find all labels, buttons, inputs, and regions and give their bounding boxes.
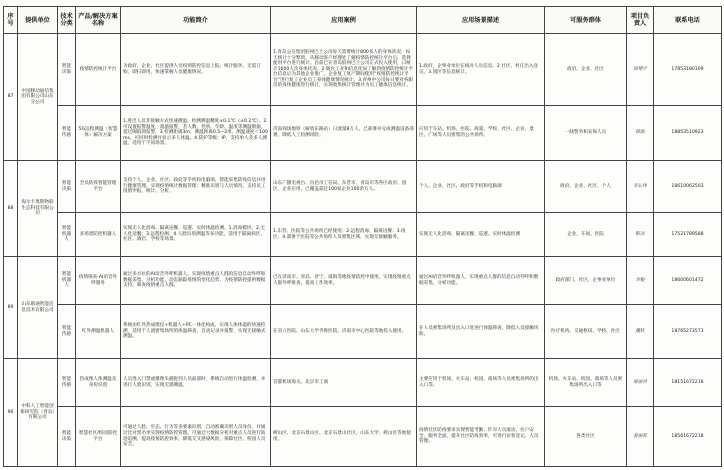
case-cell: 在省立医院、山东大学齐鲁医院、济南市中心医院等地投入使用。 — [271, 305, 417, 359]
group-cell: 各类社区 — [545, 407, 627, 467]
group-cell: 一线警务和安保人员 — [545, 106, 627, 161]
table-row — [4, 359, 722, 407]
table-row — [4, 407, 722, 467]
org-cell: 海尔卡奥斯物联生态科技有限公司 — [18, 161, 58, 257]
header-case: 应用案例 — [271, 7, 417, 34]
header-owner: 项目负责人 — [627, 7, 654, 34]
case-cell: 济南商场地铁（解放东路站）日流量8万人，已部署并完成测温设备部署，降低人工检测风险。 — [271, 106, 417, 161]
scene-cell: 通过AI语音外呼机器人，实现重点人群的信息自动外呼和数据采集，分析功能。 — [417, 257, 545, 305]
scene-cell: 疫情社区防疫要求实现智能考勤、针对人员流动、住户安全、服务全面，提升社区防疫效率，可进行访客登记、人员管理。 — [417, 407, 545, 467]
function-cell: 支持个人、企业、社区、政府等手机和电脑端，智能采集防疫信息并进行健康管理，实现疫情统计数据管理；精准识别与人员情况，支持员工疫情申报、统计、分析。 — [121, 161, 271, 213]
group-cell: 企业、车间、医院 — [545, 213, 627, 257]
category-cell: 智能机器人 — [58, 213, 76, 257]
product-cell: 全员防疫智能管理平台 — [76, 161, 121, 213]
function-cell: 人员进入门禁或摄像头捕捉到人员面部时，系统自动进行体温检测，并进行人脸识别，实现无感测温。 — [121, 359, 271, 407]
group-cell: 政府部门、社区、企事业单位 — [545, 257, 627, 305]
product-cell: 红外测温机器人 — [76, 305, 121, 359]
product-cell: 5G远程测温（智慧体）解决方案 — [76, 106, 121, 161]
owner-cell: 梁丽君 — [627, 359, 654, 407]
group-cell: 政府、企业、社区、个人 — [545, 161, 627, 213]
case-cell: 1.青岛公交集团胶州巴士公司每天需要统计800多人的身体状况，每天统计十分繁琐，从移动客户经理处了解疫情防控统计平台后，选择使用平台进行统计。目前已在青岛胶州巴士公司正式投入使用，日统计1600人次身体状况。2.烟台工业和信息化局了解到疫情防控统计平台信息后为其他企业推广，企业复工复产期间使用“疫情防控统计平台”进行复工企业员工身体健康情况统计。3.青州中公司每日要对各职员的身体健康进行统计，实现收集统计管理并为员工健康信息统计。 — [271, 34, 417, 106]
owner-cell: 韩凯 — [627, 106, 654, 161]
category-cell: 智能决策 — [58, 407, 76, 467]
case-cell: 山东广播电视台、昌邑市工信局、东营市、青岛市等各区政府、园区，企业应用，已覆盖超过100家企业100余万人。 — [271, 161, 417, 213]
header-function: 功能简介 — [121, 7, 271, 34]
owner-cell: 李魁 — [627, 257, 654, 305]
owner-cell: 周翔宇 — [627, 34, 654, 106]
table-row — [4, 106, 722, 161]
category-cell: 智能传感 — [58, 106, 76, 161]
function-cell: 可通过人脸、步态、行为等多要素识别，自动准确识别人员身份，并通过比对黑名单实现疫情防控管理。可通过大数据分析对重点人员进行轨迹追溯，提高疫情防控效率，降低交叉感染风险，保障社区、校园人员安全。 — [121, 407, 271, 467]
function-cell: 实现无人化消毒、隔离送餐、巡逻、实时体温检测，1.消毒模块；2.无人化送餐；3.远程检测；4.人脸识别测温等多功能，适用于隔离病区、社区、酒店、学校等场景。 — [121, 213, 271, 257]
scene-cell: 实现无人化消毒、隔离送餐、巡逻、实时体温检测 — [417, 213, 545, 257]
org-cell: 山东联通智能信息技术有限公司 — [18, 257, 58, 359]
header-phone: 联系电话 — [654, 7, 722, 34]
phone-cell: 17853180109 — [654, 34, 722, 106]
phone-cell: 18600601472 — [654, 257, 722, 305]
phone-cell: 18765273573 — [654, 305, 722, 359]
group-cell: 医疗机构、交通枢纽、学校、社区 — [545, 305, 627, 359]
seq-cell: 90 — [4, 359, 18, 467]
owner-cell: 姜丽莉 — [627, 407, 654, 467]
case-cell: 首都机场海关、北京市工商 — [271, 359, 417, 407]
category-cell: 智能传感 — [58, 305, 76, 359]
table-row — [4, 257, 722, 305]
header-group: 可服务群体 — [545, 7, 627, 34]
scene-cell: 主要应用于机场、火车站、校园、商场等人员密集场所的出入口等。 — [417, 359, 545, 407]
phone-cell: 18561672218 — [654, 407, 722, 467]
header-seq: 序号 — [4, 7, 18, 34]
owner-cell: 李长伟 — [627, 161, 654, 213]
group-cell: 机场、火车站、校园、商场等人员密集场所出入口等 — [545, 359, 627, 407]
product-cell: 热成像人体测温及身份识别 — [76, 359, 121, 407]
org-cell: 中科人工智能创新研究院（青岛）有限公司 — [18, 359, 58, 467]
header-product: 产品/解决方案名称 — [76, 7, 121, 34]
phone-cell: 18151672218 — [654, 359, 722, 407]
case-cell: 1.东营、医院等公共场所已经使用；2.远程消毒、隔离送餐；3.疫区；4.部署于医院等公共场所人员密集区域，实现无接触服务。 — [271, 213, 417, 257]
seq-cell: 89 — [4, 257, 18, 359]
case-cell: 崂山区、北京石景山区、北京石景山社区、山东大学、崂山区等地使用。 — [271, 407, 417, 467]
table-row — [4, 213, 722, 257]
function-cell: 1.进出人员非接触方式快速测温，检测测温精度±0.1℃（±0.2℃）。2.可设置报警温度，超温报警，若人数、性别、年龄、温度等测温数据，超过阈值即报警，3.检测距离3m，测温距离0.5~3米，测温速度＜100ms，可同时检测并显示多人体温。4.防护等级：IP，支持单人及多人测温，适用于不同场景。 — [121, 106, 271, 161]
category-cell: 智能机器人 — [58, 257, 76, 305]
table-row — [4, 305, 722, 359]
table-header-row — [4, 7, 722, 34]
table-row — [4, 34, 722, 106]
scene-cell: 在人员密集场所及出入口处进行体温筛查，降低人员接触风险。 — [417, 305, 545, 359]
product-cell: 疫情防控统计平台 — [76, 34, 121, 106]
group-cell: 政府、企业、社区 — [545, 34, 627, 106]
org-cell: 中国移动通信集团有限公司山东分公司 — [18, 34, 58, 161]
phone-cell: 18610062503 — [654, 161, 722, 213]
seq-cell: 88 — [4, 161, 18, 257]
scene-cell: 1.政府，企事业单位在线对人员信息。2.社区、村庄出入登记。3.园区等信息统计。 — [417, 34, 545, 106]
table-row — [4, 161, 722, 213]
header-scene: 应用场景描述 — [417, 7, 545, 34]
owner-cell: 魏钦 — [627, 305, 654, 359]
product-cell: 多场景防控机器人 — [76, 213, 121, 257]
scene-cell: 个人、企业、社区、政府等手机和电脑端 — [417, 161, 545, 213]
product-cell: 疫情筛查-AI语音外呼服务 — [76, 257, 121, 305]
phone-cell: 17521789588 — [654, 213, 722, 257]
scene-cell: 应用于车站、机场、医院、商超、学校、社区、企业、景区、广场等人员密集的公共场所。 — [417, 106, 545, 161]
seq-cell: 87 — [4, 34, 18, 161]
category-cell: 智能决策 — [58, 34, 76, 106]
product-table — [3, 6, 722, 467]
function-cell: 系统由红外热成像仪+机器人+PC一体化构成，实现人体体温的快速检测，适用于人流密集场所的体温筛查，自动记录并报警，实现无接触式测温。 — [121, 305, 271, 359]
category-cell: 智能传感 — [58, 359, 76, 407]
function-cell: 通过多方位的AI语音外呼机器人，实现疫情重点人群的信息自动外呼和数据采集，分析功能，动态跟踪疫情的变化趋势，为疫情防控提供数据支持，筛查疫情重点人群。 — [121, 257, 271, 305]
header-org: 提供单位 — [18, 7, 58, 34]
owner-cell: 靳洁 — [627, 213, 654, 257]
function-cell: 为政府、企业、社区提供人员疫情防控信息上报、统计服务，无需订购，即扫即用，快速掌握人员健康情况。 — [121, 34, 271, 106]
header-category: 技术分类 — [58, 7, 76, 34]
category-cell: 智能决策 — [58, 161, 76, 213]
phone-cell: 18853510923 — [654, 106, 722, 161]
case-cell: 已在济南市、青岛、济宁、威海等地疫情防控中使用，实现疫情重点人群外呼排查，提高工作效率。 — [271, 257, 417, 305]
product-cell: 智慧社区/校园防控平台 — [76, 407, 121, 467]
